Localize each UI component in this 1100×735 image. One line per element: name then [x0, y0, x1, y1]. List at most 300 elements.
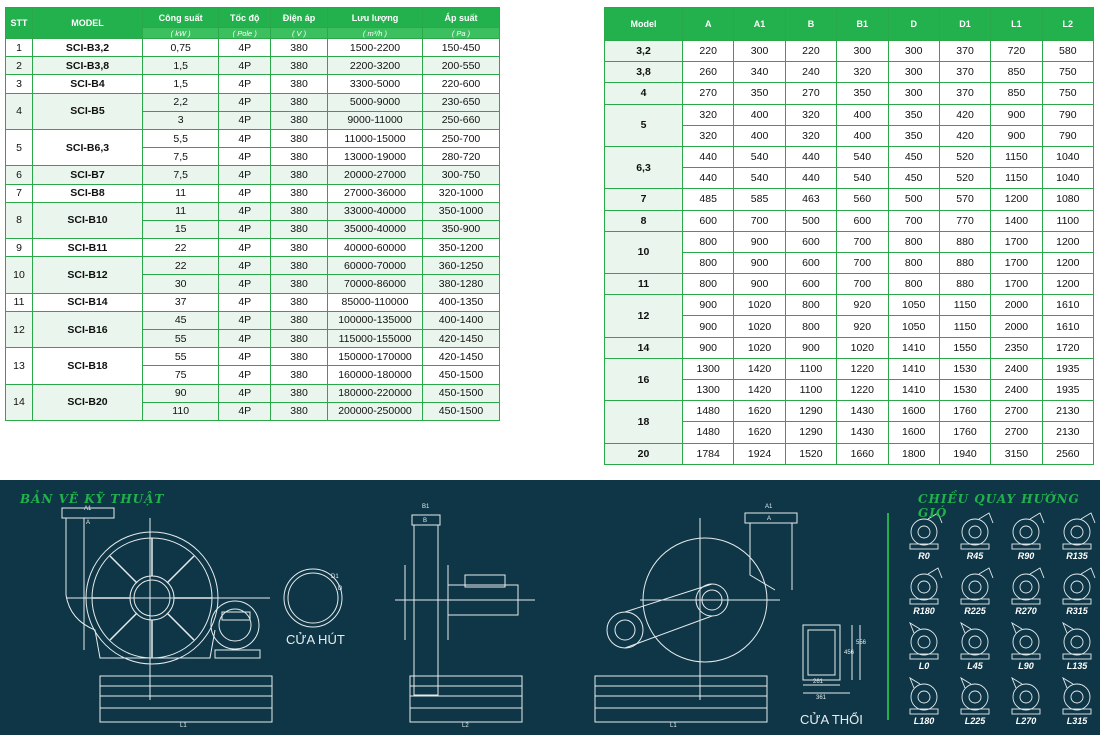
- rotation-l135-icon: [1063, 623, 1091, 659]
- dim-l1-back: L1: [670, 723, 677, 729]
- l2-cell: 1100: [1042, 210, 1093, 231]
- d-cell: 1410: [888, 337, 939, 358]
- b-cell: 1290: [785, 401, 836, 422]
- flow-cell: 27000-36000: [327, 184, 422, 202]
- a-cell: 1784: [683, 443, 734, 464]
- speed-cell: 4P: [219, 239, 271, 257]
- pressure-cell: 250-700: [422, 129, 499, 147]
- d1-cell: 520: [939, 146, 990, 167]
- l2-cell: 1200: [1042, 274, 1093, 295]
- pressure-cell: 200-550: [422, 57, 499, 75]
- pressure-cell: 350-1000: [422, 202, 499, 220]
- b-cell: 463: [785, 189, 836, 210]
- inlet-label: CỬA HÚT: [286, 632, 345, 647]
- flow-cell: 200000-250000: [327, 402, 422, 420]
- dim-b: B: [423, 518, 428, 524]
- a-cell: 600: [683, 210, 734, 231]
- voltage-cell: 380: [271, 39, 328, 57]
- header-l1: L1: [991, 8, 1042, 41]
- b1-cell: 320: [837, 62, 888, 83]
- power-cell: 1,5: [143, 57, 219, 75]
- d1-cell: 1530: [939, 380, 990, 401]
- flow-cell: 5000-9000: [327, 93, 422, 111]
- model-cell: 12: [605, 295, 683, 337]
- d-cell: 350: [888, 125, 939, 146]
- rotation-label: L315: [1066, 716, 1088, 726]
- a-cell: 1480: [683, 401, 734, 422]
- d-cell: 1050: [888, 295, 939, 316]
- stt-cell: 6: [6, 166, 33, 184]
- model-cell: 8: [605, 210, 683, 231]
- power-cell: 11: [143, 184, 219, 202]
- l1-cell: 1150: [991, 168, 1042, 189]
- flow-cell: 100000-135000: [327, 311, 422, 329]
- voltage-cell: 380: [271, 202, 328, 220]
- d1-cell: 880: [939, 252, 990, 273]
- model-cell: 10: [605, 231, 683, 273]
- l1-cell: 1400: [991, 210, 1042, 231]
- model-cell: SCI-B12: [33, 257, 143, 293]
- power-cell: 75: [143, 366, 219, 384]
- model-cell: SCI-B11: [33, 239, 143, 257]
- speed-cell: 4P: [219, 311, 271, 329]
- speed-cell: 4P: [219, 148, 271, 166]
- table-row: [6, 129, 500, 147]
- model-cell: 7: [605, 189, 683, 210]
- a-cell: 900: [683, 295, 734, 316]
- speed-cell: 4P: [219, 384, 271, 402]
- b-cell: 900: [785, 337, 836, 358]
- b1-cell: 1020: [837, 337, 888, 358]
- table-row: [605, 210, 1094, 231]
- l1-cell: 1200: [991, 189, 1042, 210]
- a-cell: 440: [683, 146, 734, 167]
- flow-cell: 9000-11000: [327, 111, 422, 129]
- model-cell: 3,8: [605, 62, 683, 83]
- d1-cell: 770: [939, 210, 990, 231]
- d-cell: 450: [888, 146, 939, 167]
- speed-cell: 4P: [219, 366, 271, 384]
- l2-cell: 1080: [1042, 189, 1093, 210]
- rotation-label: R270: [1015, 606, 1037, 616]
- l2-cell: 790: [1042, 125, 1093, 146]
- dim-a: A: [86, 520, 91, 526]
- pressure-cell: 220-600: [422, 75, 499, 93]
- voltage-cell: 380: [271, 402, 328, 420]
- rotation-r270-icon: [1012, 568, 1044, 604]
- l1-cell: 3150: [991, 443, 1042, 464]
- pressure-cell: 300-750: [422, 166, 499, 184]
- flow-cell: 180000-220000: [327, 384, 422, 402]
- b-cell: 600: [785, 274, 836, 295]
- speed-cell: 4P: [219, 275, 271, 293]
- b-cell: 600: [785, 252, 836, 273]
- a1-cell: 900: [734, 252, 785, 273]
- b-cell: 220: [785, 41, 836, 62]
- model-cell: 5: [605, 104, 683, 146]
- l1-cell: 2400: [991, 380, 1042, 401]
- table-row: [605, 83, 1094, 104]
- b1-cell: 700: [837, 274, 888, 295]
- a1-cell: 400: [734, 125, 785, 146]
- model-cell: SCI-B16: [33, 311, 143, 347]
- table-row: [605, 295, 1094, 316]
- voltage-cell: 380: [271, 275, 328, 293]
- speed-cell: 4P: [219, 166, 271, 184]
- header-b: B: [785, 8, 836, 41]
- l2-cell: 1040: [1042, 146, 1093, 167]
- dim-a1: A1: [84, 506, 92, 512]
- voltage-cell: 380: [271, 293, 328, 311]
- stt-cell: 10: [6, 257, 33, 293]
- power-cell: 1,5: [143, 75, 219, 93]
- b-cell: 600: [785, 231, 836, 252]
- power-cell: 55: [143, 330, 219, 348]
- b-cell: 1100: [785, 358, 836, 379]
- dim-l1: L1: [180, 723, 187, 729]
- pressure-cell: 420-1450: [422, 348, 499, 366]
- table-row: [605, 231, 1094, 252]
- l1-cell: 720: [991, 41, 1042, 62]
- header-l2: L2: [1042, 8, 1093, 41]
- b1-cell: 700: [837, 252, 888, 273]
- rotation-label: L45: [967, 661, 983, 671]
- l2-cell: 1200: [1042, 252, 1093, 273]
- table-row: [6, 293, 500, 311]
- model-cell: SCI-B3,2: [33, 39, 143, 57]
- b1-cell: 300: [837, 41, 888, 62]
- model-cell: 16: [605, 358, 683, 400]
- b1-cell: 1430: [837, 422, 888, 443]
- header-a1: A1: [734, 8, 785, 41]
- model-cell: SCI-B7: [33, 166, 143, 184]
- d-cell: 1600: [888, 401, 939, 422]
- pressure-cell: 360-1250: [422, 257, 499, 275]
- a-cell: 270: [683, 83, 734, 104]
- speed-cell: 4P: [219, 348, 271, 366]
- l2-cell: 1200: [1042, 231, 1093, 252]
- dim-456: 456: [844, 650, 855, 656]
- pressure-cell: 230-650: [422, 93, 499, 111]
- rotation-label: R315: [1066, 606, 1088, 616]
- rotation-label: R135: [1066, 551, 1088, 561]
- l1-cell: 850: [991, 83, 1042, 104]
- header-voltage: Điện áp: [271, 8, 328, 28]
- voltage-cell: 380: [271, 257, 328, 275]
- l2-cell: 750: [1042, 62, 1093, 83]
- d-cell: 800: [888, 252, 939, 273]
- speed-cell: 4P: [219, 330, 271, 348]
- a-cell: 900: [683, 337, 734, 358]
- pressure-cell: 450-1500: [422, 402, 499, 420]
- rotation-label: R0: [918, 551, 930, 561]
- rotation-title: CHIỀU QUAY HƯỚNG GIÓ: [918, 492, 1080, 520]
- power-cell: 110: [143, 402, 219, 420]
- a1-cell: 350: [734, 83, 785, 104]
- voltage-cell: 380: [271, 366, 328, 384]
- dim-556: 556: [856, 640, 867, 646]
- rotation-r180-icon: [910, 568, 942, 604]
- d1-cell: 1760: [939, 422, 990, 443]
- pressure-cell: 420-1450: [422, 330, 499, 348]
- b-cell: 1100: [785, 380, 836, 401]
- a1-cell: 1020: [734, 316, 785, 337]
- table-row: [605, 443, 1094, 464]
- d-cell: 800: [888, 274, 939, 295]
- a1-cell: 900: [734, 231, 785, 252]
- flow-cell: 115000-155000: [327, 330, 422, 348]
- l2-cell: 1935: [1042, 358, 1093, 379]
- table-row: [6, 257, 500, 275]
- d1-cell: 1940: [939, 443, 990, 464]
- voltage-cell: 380: [271, 93, 328, 111]
- a1-cell: 585: [734, 189, 785, 210]
- header-d: D: [888, 8, 939, 41]
- unit-speed: ( Pole ): [219, 28, 271, 39]
- a1-cell: 1620: [734, 401, 785, 422]
- flow-cell: 3300-5000: [327, 75, 422, 93]
- l1-cell: 1700: [991, 231, 1042, 252]
- model-cell: 18: [605, 401, 683, 443]
- d-cell: 300: [888, 83, 939, 104]
- d-cell: 1410: [888, 358, 939, 379]
- b1-cell: 540: [837, 168, 888, 189]
- speed-cell: 4P: [219, 184, 271, 202]
- b-cell: 800: [785, 295, 836, 316]
- dim-d1: D1: [331, 574, 339, 580]
- header-d1: D1: [939, 8, 990, 41]
- l2-cell: 1610: [1042, 316, 1093, 337]
- rotation-l90-icon: [1012, 623, 1040, 659]
- dim-261: 261: [813, 679, 824, 685]
- stt-cell: 4: [6, 93, 33, 129]
- d-cell: 800: [888, 231, 939, 252]
- voltage-cell: 380: [271, 220, 328, 238]
- b1-cell: 540: [837, 146, 888, 167]
- l2-cell: 1720: [1042, 337, 1093, 358]
- d1-cell: 370: [939, 41, 990, 62]
- table-row: [6, 384, 500, 402]
- power-cell: 22: [143, 257, 219, 275]
- rotation-label: R180: [913, 606, 935, 616]
- dim-d: D: [338, 586, 343, 592]
- b-cell: 1290: [785, 422, 836, 443]
- b1-cell: 1430: [837, 401, 888, 422]
- fan-front-view-drawing: [395, 515, 535, 722]
- power-cell: 7,5: [143, 148, 219, 166]
- d1-cell: 1530: [939, 358, 990, 379]
- unit-power: ( kW ): [143, 28, 219, 39]
- rotation-l45-icon: [961, 623, 989, 659]
- d1-cell: 880: [939, 231, 990, 252]
- table-row: [605, 146, 1094, 167]
- table-row: [6, 75, 500, 93]
- a-cell: 800: [683, 274, 734, 295]
- rotation-label: L225: [964, 716, 986, 726]
- fan-side-view-drawing: [62, 508, 272, 722]
- a1-cell: 340: [734, 62, 785, 83]
- l2-cell: 1935: [1042, 380, 1093, 401]
- d1-cell: 1150: [939, 295, 990, 316]
- pressure-cell: 450-1500: [422, 384, 499, 402]
- b-cell: 500: [785, 210, 836, 231]
- l1-cell: 2000: [991, 295, 1042, 316]
- table-row: [6, 39, 500, 57]
- technical-drawing-panel: [0, 480, 1100, 735]
- a-cell: 220: [683, 41, 734, 62]
- stt-cell: 7: [6, 184, 33, 202]
- b1-cell: 560: [837, 189, 888, 210]
- voltage-cell: 380: [271, 348, 328, 366]
- table-row: [605, 401, 1094, 422]
- dim-a1-back: A1: [765, 504, 773, 510]
- speed-cell: 4P: [219, 111, 271, 129]
- speed-cell: 4P: [219, 220, 271, 238]
- voltage-cell: 380: [271, 75, 328, 93]
- speed-cell: 4P: [219, 293, 271, 311]
- l2-cell: 790: [1042, 104, 1093, 125]
- pressure-cell: 280-720: [422, 148, 499, 166]
- b-cell: 240: [785, 62, 836, 83]
- stt-cell: 13: [6, 348, 33, 384]
- pressure-cell: 450-1500: [422, 366, 499, 384]
- table-row: [605, 62, 1094, 83]
- a-cell: 320: [683, 104, 734, 125]
- model-cell: SCI-B18: [33, 348, 143, 384]
- power-cell: 2,2: [143, 93, 219, 111]
- pressure-cell: 350-900: [422, 220, 499, 238]
- rotation-label: R45: [966, 551, 984, 561]
- model-cell: 4: [605, 83, 683, 104]
- power-cell: 22: [143, 239, 219, 257]
- l1-cell: 900: [991, 125, 1042, 146]
- voltage-cell: 380: [271, 184, 328, 202]
- d1-cell: 880: [939, 274, 990, 295]
- d-cell: 350: [888, 104, 939, 125]
- stt-cell: 11: [6, 293, 33, 311]
- rotation-label: L0: [918, 661, 930, 671]
- l2-cell: 580: [1042, 41, 1093, 62]
- a-cell: 900: [683, 316, 734, 337]
- a1-cell: 400: [734, 104, 785, 125]
- model-cell: SCI-B10: [33, 202, 143, 238]
- speed-cell: 4P: [219, 257, 271, 275]
- dim-a-back: A: [767, 516, 772, 522]
- d-cell: 700: [888, 210, 939, 231]
- power-cell: 0,75: [143, 39, 219, 57]
- l1-cell: 850: [991, 62, 1042, 83]
- model-cell: SCI-B14: [33, 293, 143, 311]
- d-cell: 450: [888, 168, 939, 189]
- stt-cell: 8: [6, 202, 33, 238]
- d1-cell: 370: [939, 83, 990, 104]
- table-row: [605, 104, 1094, 125]
- rotation-l315-icon: [1063, 678, 1091, 714]
- unit-pressure: ( Pa ): [422, 28, 499, 39]
- header-pressure: Áp suất: [422, 8, 499, 28]
- flow-cell: 11000-15000: [327, 129, 422, 147]
- fan-back-view-drawing: [595, 513, 797, 722]
- power-cell: 90: [143, 384, 219, 402]
- a1-cell: 540: [734, 168, 785, 189]
- l2-cell: 750: [1042, 83, 1093, 104]
- flow-cell: 33000-40000: [327, 202, 422, 220]
- voltage-cell: 380: [271, 129, 328, 147]
- flow-cell: 1500-2200: [327, 39, 422, 57]
- flow-cell: 2200-3200: [327, 57, 422, 75]
- pressure-cell: 400-1350: [422, 293, 499, 311]
- header-model: Model: [605, 8, 683, 41]
- rotation-l0-icon: [910, 623, 938, 659]
- l2-cell: 1040: [1042, 168, 1093, 189]
- rotation-label: L180: [913, 716, 935, 726]
- header-a: A: [683, 8, 734, 41]
- b1-cell: 1220: [837, 380, 888, 401]
- voltage-cell: 380: [271, 166, 328, 184]
- a1-cell: 700: [734, 210, 785, 231]
- a-cell: 485: [683, 189, 734, 210]
- a-cell: 260: [683, 62, 734, 83]
- table-row: [605, 337, 1094, 358]
- voltage-cell: 380: [271, 330, 328, 348]
- flow-cell: 40000-60000: [327, 239, 422, 257]
- table-row: [6, 93, 500, 111]
- model-cell: SCI-B3,8: [33, 57, 143, 75]
- d-cell: 300: [888, 41, 939, 62]
- l1-cell: 2350: [991, 337, 1042, 358]
- model-cell: 11: [605, 274, 683, 295]
- table-row: [6, 311, 500, 329]
- dimensions-table: [604, 7, 1094, 465]
- table-row: [605, 189, 1094, 210]
- d1-cell: 1150: [939, 316, 990, 337]
- b-cell: 440: [785, 146, 836, 167]
- power-cell: 55: [143, 348, 219, 366]
- l1-cell: 1700: [991, 252, 1042, 273]
- header-speed: Tốc độ: [219, 8, 271, 28]
- voltage-cell: 380: [271, 57, 328, 75]
- pressure-cell: 150-450: [422, 39, 499, 57]
- a1-cell: 540: [734, 146, 785, 167]
- model-cell: SCI-B5: [33, 93, 143, 129]
- header-flow: Lưu lượng: [327, 8, 422, 28]
- l2-cell: 2130: [1042, 422, 1093, 443]
- a1-cell: 1620: [734, 422, 785, 443]
- speed-cell: 4P: [219, 402, 271, 420]
- power-cell: 15: [143, 220, 219, 238]
- flow-cell: 13000-19000: [327, 148, 422, 166]
- b-cell: 1520: [785, 443, 836, 464]
- b1-cell: 920: [837, 316, 888, 337]
- table-row: [6, 348, 500, 366]
- d1-cell: 420: [939, 125, 990, 146]
- table-row: [605, 358, 1094, 379]
- b-cell: 320: [785, 125, 836, 146]
- l2-cell: 1610: [1042, 295, 1093, 316]
- b-cell: 320: [785, 104, 836, 125]
- b1-cell: 400: [837, 104, 888, 125]
- b-cell: 440: [785, 168, 836, 189]
- d1-cell: 370: [939, 62, 990, 83]
- table-row: [6, 239, 500, 257]
- table-row: [6, 166, 500, 184]
- stt-cell: 1: [6, 39, 33, 57]
- voltage-cell: 380: [271, 311, 328, 329]
- power-cell: 11: [143, 202, 219, 220]
- header-b1: B1: [837, 8, 888, 41]
- b-cell: 800: [785, 316, 836, 337]
- a-cell: 800: [683, 231, 734, 252]
